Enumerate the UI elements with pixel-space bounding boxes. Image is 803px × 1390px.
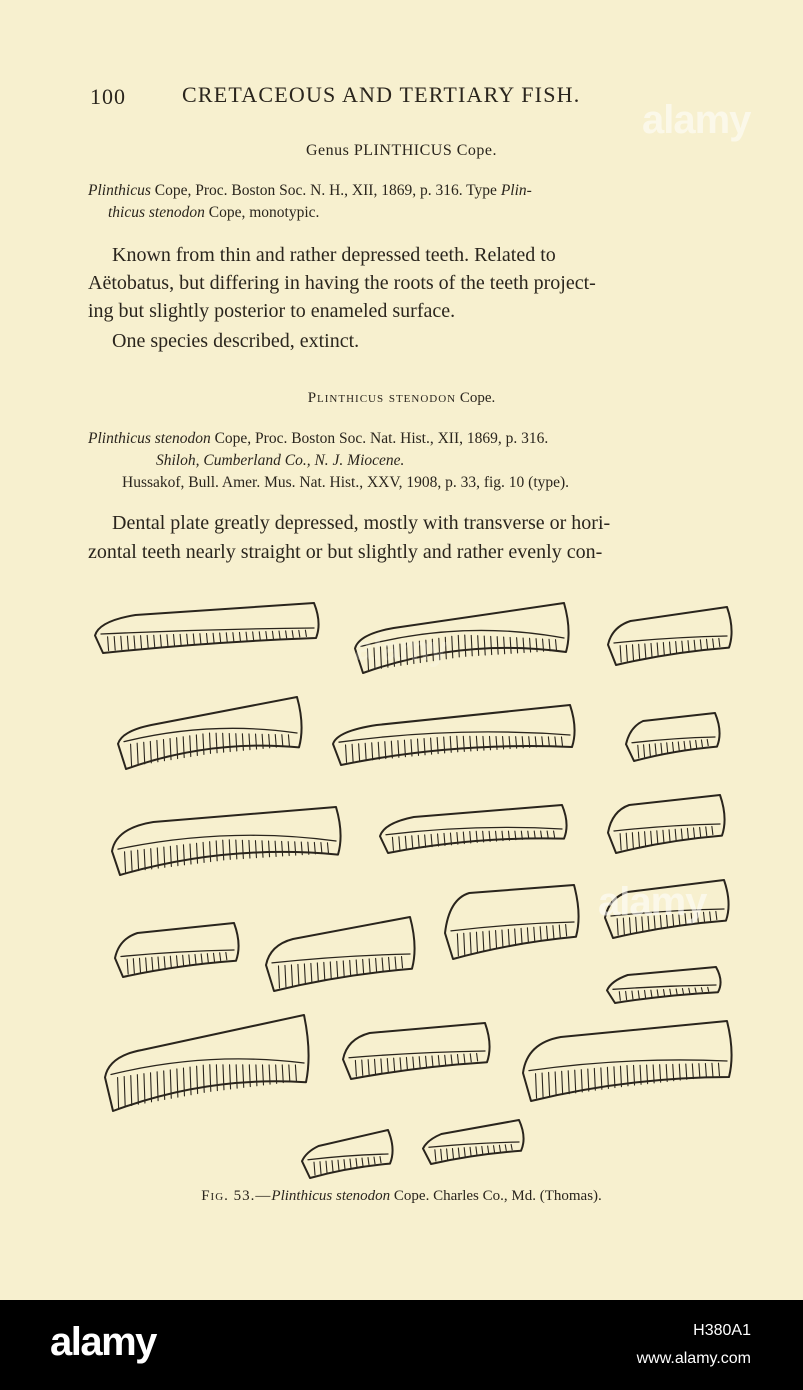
genus-description-line: One species described, extinct. (112, 330, 360, 352)
genus-synonymy-line-1: Plinthicus Cope, Proc. Boston Soc. N. H., XII, 1869, p. 316. Type Plin- (88, 182, 532, 199)
tooth-drawing (626, 713, 720, 761)
page-number: 100 (90, 84, 126, 109)
genus-description-line: Aëtobatus, but differing in having the roots of the teeth project- (88, 272, 596, 294)
tooth-drawing (423, 1120, 524, 1164)
species-synonymy-locality: Shiloh, Cumberland Co., N. J. Miocene. (156, 452, 405, 469)
species-description-line: zontal teeth nearly straight or but slightly and rather evenly con- (88, 541, 603, 563)
stock-url: www.alamy.com (636, 1350, 751, 1367)
tooth-drawing (95, 603, 319, 653)
tooth-drawing (118, 697, 302, 769)
watermark-logo: alamy (598, 880, 707, 924)
footer-logo: alamy (50, 1320, 156, 1364)
watermark-logo: alamy (355, 630, 447, 668)
stock-footer-bar (0, 1300, 803, 1390)
tooth-drawing (105, 1015, 309, 1111)
stock-image-id: H380A1 (693, 1322, 751, 1339)
tooth-drawing (608, 795, 725, 853)
genus-synonymy-line-2: thicus stenodon Cope, monotypic. (108, 204, 320, 221)
tooth-drawing (302, 1130, 393, 1178)
species-synonymy-line-1: Plinthicus stenodon Cope, Proc. Boston Soc. Nat. Hist., XII, 1869, p. 316. (88, 430, 549, 447)
tooth-drawing (445, 885, 579, 959)
genus-description-line: ing but slightly posterior to enameled surface. (88, 300, 456, 322)
species-synonymy-line-3: Hussakof, Bull. Amer. Mus. Nat. Hist., XXV, 1908, p. 33, fig. 10 (type). (122, 474, 570, 491)
tooth-drawing (115, 923, 239, 977)
watermark-logo: alamy (642, 98, 751, 142)
figure-caption: Fig. 53.—Plinthicus stenodon Cope. Charles Co., Md. (Thomas). (201, 1188, 602, 1204)
tooth-drawing (266, 917, 415, 991)
tooth-drawing (523, 1021, 732, 1101)
tooth-drawing (343, 1023, 490, 1079)
tooth-drawing (333, 705, 575, 765)
tooth-drawing (380, 805, 567, 853)
running-head: CRETACEOUS AND TERTIARY FISH. (182, 82, 581, 107)
tooth-drawing (608, 607, 732, 665)
species-description-line: Dental plate greatly depressed, mostly with transverse or hori- (112, 512, 611, 534)
tooth-drawing (112, 807, 341, 875)
genus-heading: Genus PLINTHICUS Cope. (306, 142, 497, 159)
species-heading: Plinthicus stenodon Cope. (307, 390, 496, 406)
tooth-drawing (607, 967, 721, 1003)
genus-description-line: Known from thin and rather depressed teeth. Related to (112, 244, 556, 266)
